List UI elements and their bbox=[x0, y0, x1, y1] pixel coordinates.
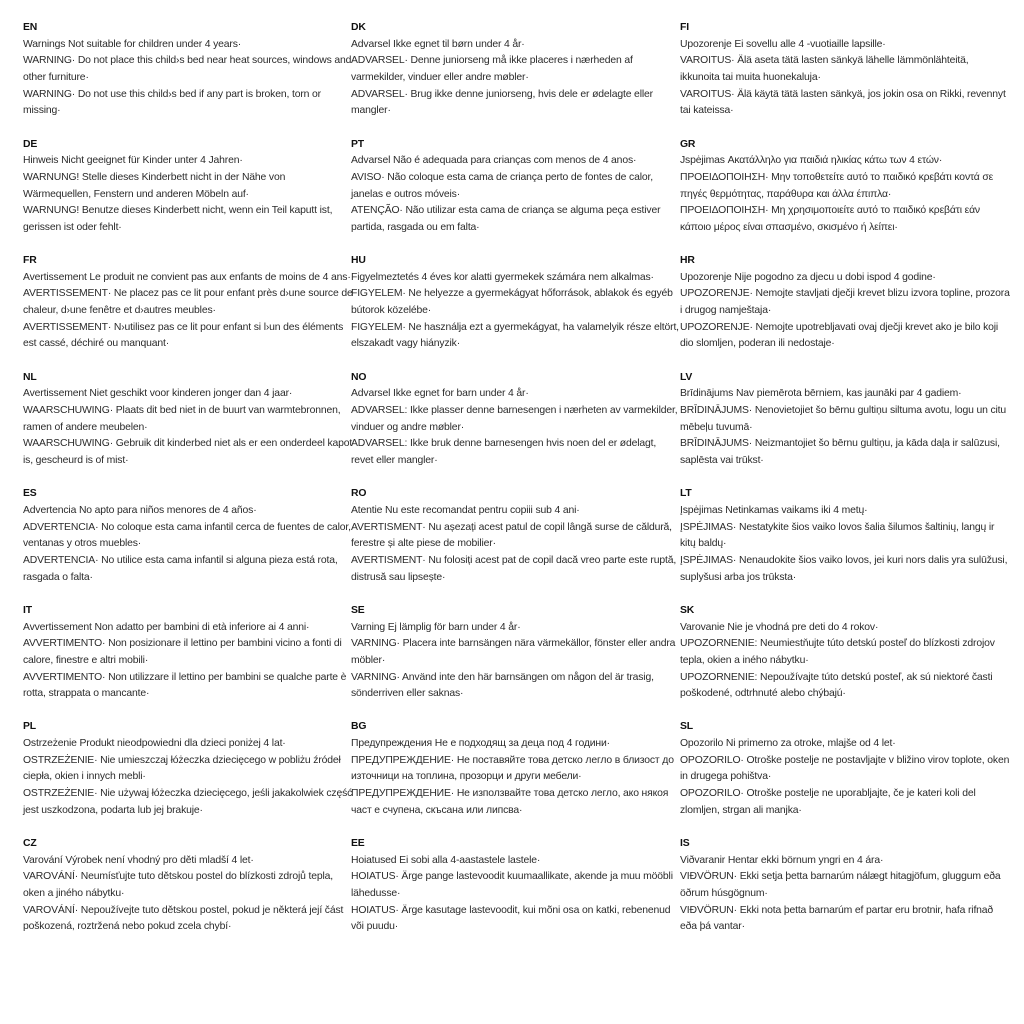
language-section bbox=[351, 253, 681, 353]
language-section bbox=[23, 836, 353, 936]
warning-text: ADVARSEL: Ikke bruk denne barnesengen hvis noen del er ødelagt, revet eller mangler· bbox=[351, 438, 657, 467]
language-section bbox=[351, 603, 681, 703]
warning-summary: Предупреждения Не е подходящ за деца под 4 години· bbox=[351, 738, 610, 750]
warning-text: OPOZORILO· Otroške postelje ne postavljajte v bližino virov toplote, oken in drugega pohištva· bbox=[680, 754, 1010, 783]
warning-text: OPOZORILO· Otroške postelje ne uporabljajte, če je kateri koli del zlomljen, strgan ali manjka· bbox=[680, 788, 976, 816]
column-middle bbox=[351, 20, 681, 953]
warning-summary: Hoiatused Ei sobi alla 4-aastastele lastele· bbox=[351, 854, 541, 866]
warning-text: BRĪDINĀJUMS· Nenovietojiet šo bērnu gultiņu siltuma avotu, logu un citu mēbeļu tuvumā· bbox=[680, 405, 1007, 433]
language-section bbox=[23, 253, 353, 353]
warning-text: OSTRZEŻENIE· Nie używaj łóżeczka dziecięcego, jeśli jakakolwiek część jest uszkodzona, podarta lub jej brakuje· bbox=[23, 788, 353, 816]
language-section bbox=[23, 370, 353, 470]
warning-text: BRĪDINĀJUMS· Neizmantojiet šo bērnu gultiņu, ja kāda daļa ir salūzusi, saplēsta vai trūkst· bbox=[680, 438, 1000, 467]
warning-summary: Varovanie Nie je vhodná pre deti do 4 rokov· bbox=[680, 621, 879, 633]
warning-summary: Upozorenje Nije pogodno za djecu u dobi ispod 4 godine· bbox=[680, 271, 936, 283]
language-code: IS bbox=[680, 838, 690, 850]
language-code: RO bbox=[351, 488, 367, 500]
warning-text: AVVERTIMENTO· Non utilizzare il lettino per bambini se qualche parte è rotta, strappata o mancante· bbox=[23, 671, 347, 700]
language-section bbox=[23, 137, 353, 237]
language-section bbox=[23, 603, 353, 703]
warning-text: FIGYELEM· Ne használja ezt a gyermekágyat, ha valamelyik része eltört, elszakadt vagy hiányzik· bbox=[351, 321, 679, 350]
language-section bbox=[351, 20, 681, 120]
language-code: PL bbox=[23, 721, 36, 733]
warning-text: ADVERTENCIA· No coloque esta cama infantil cerca de fuentes de calor, ventanas y otros muebles· bbox=[23, 521, 351, 550]
language-section bbox=[680, 836, 1010, 936]
warning-summary: Opozorilo Ni primerno za otroke, mlajše od 4 let· bbox=[680, 738, 896, 750]
warning-text: ΠΡΟΕΙΔΟΠΟΙΗΣΗ· Μη χρησιμοποιείτε αυτό το παιδικό κρεβάτι εάν κάποιο μέρος είναι σπασμένο, σκισμένο ή λείπει· bbox=[680, 205, 980, 233]
warning-text: WAARSCHUWING· Plaats dit bed niet in de buurt van warmtebronnen, ramen of andere meubelen· bbox=[23, 405, 341, 433]
warning-text: ADVARSEL· Denne juniorseng må ikke placeres i nærheden af varmekilder, vinduer eller andre møbler· bbox=[351, 55, 633, 83]
language-code: EN bbox=[23, 22, 38, 33]
language-section bbox=[680, 20, 1010, 120]
warning-summary: Advarsel Ikke egnet til børn under 4 år· bbox=[351, 38, 525, 50]
warning-text: WARNING· Do not use this child›s bed if any part is broken, torn or missing· bbox=[23, 88, 321, 117]
warning-text: WARNUNG! Stelle dieses Kinderbett nicht in der Nähe von Wärmequellen, Fenstern und anderen Möbeln auf· bbox=[23, 171, 286, 200]
language-code: EE bbox=[351, 838, 365, 850]
language-section bbox=[351, 137, 681, 237]
warning-summary: Advarsel Não é adequada para crianças com menos de 4 anos· bbox=[351, 155, 637, 167]
language-code: CZ bbox=[23, 838, 37, 850]
warning-summary: Avertissement Niet geschikt voor kinderen jonger dan 4 jaar· bbox=[23, 388, 293, 400]
warning-summary: Įspėjimas Netinkamas vaikams iki 4 metų· bbox=[680, 504, 868, 516]
warning-summary: Upozorenje Ei sovellu alle 4 -vuotiaille lapsille· bbox=[680, 38, 886, 50]
language-section bbox=[680, 603, 1010, 703]
warning-text: AVERTISMENT· Nu folosiți acest pat de copil dacă vreo parte este ruptă, distrusă sau lipsește· bbox=[351, 554, 677, 583]
language-code: SE bbox=[351, 604, 365, 616]
warning-text: ĮSPĖJIMAS· Nenaudokite šios vaiko lovos, jei kuri nors dalis yra sulūžusi, suplyšusi arba jos trūksta· bbox=[680, 554, 1008, 583]
warning-text: AVERTISMENT· Nu așezați acest patul de copil lângă surse de căldură, ferestre și alte piese de mobilier· bbox=[351, 521, 672, 550]
warning-text: AVVERTIMENTO· Non posizionare il lettino per bambini vicino a fonti di calore, finestre e altri mobili· bbox=[23, 638, 342, 666]
language-code: LT bbox=[680, 488, 692, 500]
column-left bbox=[23, 20, 353, 953]
language-section bbox=[680, 370, 1010, 470]
warning-text: ATENÇÃO· Não utilizar esta cama de criança se alguma peça estiver partida, rasgada ou em falta· bbox=[351, 205, 661, 233]
language-code: IT bbox=[23, 604, 32, 616]
warning-summary: Advertencia No apto para niños menores de 4 años· bbox=[23, 504, 257, 516]
warning-summary: Warnings Not suitable for children under 4 years· bbox=[23, 38, 242, 50]
language-code: NO bbox=[351, 371, 367, 383]
language-code: ES bbox=[23, 488, 37, 500]
warning-text: UPOZORNENIE: Nepoužívajte túto detskú posteľ, ak sú niektoré časti poškodené, odtrhnuté alebo chýbajú· bbox=[680, 671, 993, 700]
warning-text: ĮSPĖJIMAS· Nestatykite šios vaiko lovos šalia šilumos šaltinių, langų ir kitų baldų· bbox=[680, 521, 995, 550]
warning-text: HOIATUS· Ärge pange lastevoodit kuumaallikate, akende ja muu mööbli lähedusse· bbox=[351, 871, 673, 900]
warning-text: OSTRZEŻENIE· Nie umieszczaj łóżeczka dziecięcego w pobliżu źródeł ciepła, okien i innych mebli· bbox=[23, 754, 341, 783]
warning-text: WARNING· Do not place this child›s bed near heat sources, windows and other furniture· bbox=[23, 55, 352, 83]
language-code: HU bbox=[351, 255, 366, 267]
warning-summary: Viðvaranir Hentar ekki börnum yngri en 4 ára· bbox=[680, 854, 884, 866]
warning-text: ADVARSEL: Ikke plasser denne barnesengen i nærheten av varmekilder, vinduer og andre møbler· bbox=[351, 405, 678, 433]
language-section bbox=[680, 719, 1010, 819]
language-code: DE bbox=[23, 138, 38, 150]
warning-text: WARNUNG! Benutze dieses Kinderbett nicht, wenn ein Teil kaputt ist, gerissen ist oder fehlt· bbox=[23, 205, 333, 233]
warning-text: VIÐVÖRUN· Ekki nota þetta barnarúm ef partar eru brotnir, hafa rifnað eða þá vantar· bbox=[680, 904, 994, 933]
language-code: FR bbox=[23, 255, 37, 267]
warning-text: ПРЕДУПРЕЖДЕНИЕ· Не използвайте това детско легло, ако някоя част е счупена, скъсана или липсва· bbox=[351, 788, 669, 816]
warning-text: AVERTISSEMENT· N›utilisez pas ce lit pour enfant si l›un des éléments est cassé, déchiré ou manquant· bbox=[23, 321, 344, 350]
warning-text: ΠΡΟΕΙΔΟΠΟΙΗΣΗ· Μην τοποθετείτε αυτό το παιδικό κρεβάτι κοντά σε πηγές θερμότητας, παράθυρα και άλλα έπιπλα· bbox=[680, 171, 994, 200]
language-section bbox=[23, 486, 353, 586]
warning-text: VARNING· Använd inte den här barnsängen om någon del är trasig, sönderriven eller saknas· bbox=[351, 671, 654, 700]
warning-text: WAARSCHUWING· Gebruik dit kinderbed niet als er een onderdeel kapot is, gescheurd is of mist· bbox=[23, 438, 353, 467]
language-section bbox=[23, 719, 353, 819]
warning-text: VAROITUS· Älä aseta tätä lasten sänkyä lähelle lämmönlähteitä, ikkunoita tai muita huonekaluja· bbox=[680, 55, 969, 83]
language-code: FI bbox=[680, 22, 689, 33]
language-code: SK bbox=[680, 604, 695, 616]
language-section bbox=[680, 486, 1010, 586]
warning-summary: Advarsel Ikke egnet for barn under 4 år· bbox=[351, 388, 529, 400]
warning-summary: Avvertissement Non adatto per bambini di età inferiore ai 4 anni· bbox=[23, 621, 310, 633]
language-section bbox=[680, 137, 1010, 237]
language-code: SL bbox=[680, 721, 693, 733]
language-section bbox=[351, 486, 681, 586]
language-section bbox=[23, 20, 353, 120]
language-code: HR bbox=[680, 255, 695, 267]
warning-summary: Hinweis Nicht geeignet für Kinder unter 4 Jahren· bbox=[23, 155, 243, 167]
language-code: GR bbox=[680, 138, 696, 150]
warning-text: VARNING· Placera inte barnsängen nära värmekällor, fönster eller andra möbler· bbox=[351, 638, 676, 666]
warning-summary: Jspėjimas Ακατάλληλο για παιδιά ηλικίας κάτω των 4 ετών· bbox=[680, 155, 943, 167]
warning-text: VAROVÁNÍ· Neumísťujte tuto dětskou postel do blízkosti zdrojů tepla, oken a jiného nábytku· bbox=[23, 871, 333, 900]
language-section bbox=[351, 836, 681, 936]
warning-summary: Ostrzeżenie Produkt nieodpowiedni dla dzieci poniżej 4 lat· bbox=[23, 738, 286, 750]
warning-text: HOIATUS· Ärge kasutage lastevoodit, kui mõni osa on katki, rebenenud või puudu· bbox=[351, 904, 671, 933]
warning-summary: Varování Výrobek není vhodný pro děti mladší 4 let· bbox=[23, 854, 254, 866]
language-code: PT bbox=[351, 138, 364, 150]
warning-summary: Avertissement Le produit ne convient pas aux enfants de moins de 4 ans· bbox=[23, 271, 351, 283]
column-right bbox=[680, 20, 1010, 953]
warning-text: AVERTISSEMENT· Ne placez pas ce lit pour enfant près d›une source de chaleur, d›une fenêtre et d›autres meubles· bbox=[23, 288, 353, 317]
warning-text: FIGYELEM· Ne helyezze a gyermekágyat hőforrások, ablakok és egyéb bútorok közelébe· bbox=[351, 288, 673, 317]
warning-text: VIÐVÖRUN· Ekki setja þetta barnarúm nálægt hitagjöfum, gluggum eða öðrum húsgögnum· bbox=[680, 871, 1001, 900]
warning-text: UPOZORNENIE: Neumiestňujte túto detskú posteľ do blízkosti zdrojov tepla, okien a iného nábytku· bbox=[680, 638, 995, 666]
language-code: NL bbox=[23, 371, 37, 383]
warning-text: ПРЕДУПРЕЖДЕНИЕ· Не поставяйте това детско легло в близост до източници на топлина, прозорци и други мебели· bbox=[351, 754, 674, 783]
language-section bbox=[351, 719, 681, 819]
warning-summary: Varning Ej lämplig för barn under 4 år· bbox=[351, 621, 521, 633]
warning-text: VAROVÁNÍ· Nepoužívejte tuto dětskou postel, pokud je některá její část poškozená, roztržená nebo pokud zcela chybí· bbox=[23, 904, 344, 933]
warning-summary: Brīdinājums Nav piemērota bērniem, kas jaunāki par 4 gadiem· bbox=[680, 388, 962, 400]
language-code: BG bbox=[351, 721, 367, 733]
language-section bbox=[351, 370, 681, 470]
warning-summary: Atentie Nu este recomandat pentru copiii sub 4 ani· bbox=[351, 504, 580, 516]
language-code: LV bbox=[680, 371, 693, 383]
warning-text: VAROITUS· Älä käytä tätä lasten sänkyä, jos jokin osa on Rikki, revennyt tai kateissa· bbox=[680, 88, 1006, 117]
warning-text: UPOZORENJE· Nemojte stavljati dječji krevet blizu izvora topline, prozora i drugog namještaja· bbox=[680, 288, 1010, 317]
warning-text: ADVERTENCIA· No utilice esta cama infantil si alguna pieza está rota, rasgada o falta· bbox=[23, 554, 338, 583]
warning-text: UPOZORENJE· Nemojte upotrebljavati ovaj dječji krevet ako je bilo koji dio slomljen, poderan ili nedostaje· bbox=[680, 321, 999, 350]
warning-text: ADVARSEL· Brug ikke denne juniorseng, hvis dele er ødelagte eller mangler· bbox=[351, 88, 653, 117]
language-code: DK bbox=[351, 22, 366, 33]
language-section bbox=[680, 253, 1010, 353]
warning-text: AVISO· Não coloque esta cama de criança perto de fontes de calor, janelas e outros móveis· bbox=[351, 171, 653, 200]
warning-summary: Figyelmeztetés 4 éves kor alatti gyermekek számára nem alkalmas· bbox=[351, 271, 654, 283]
